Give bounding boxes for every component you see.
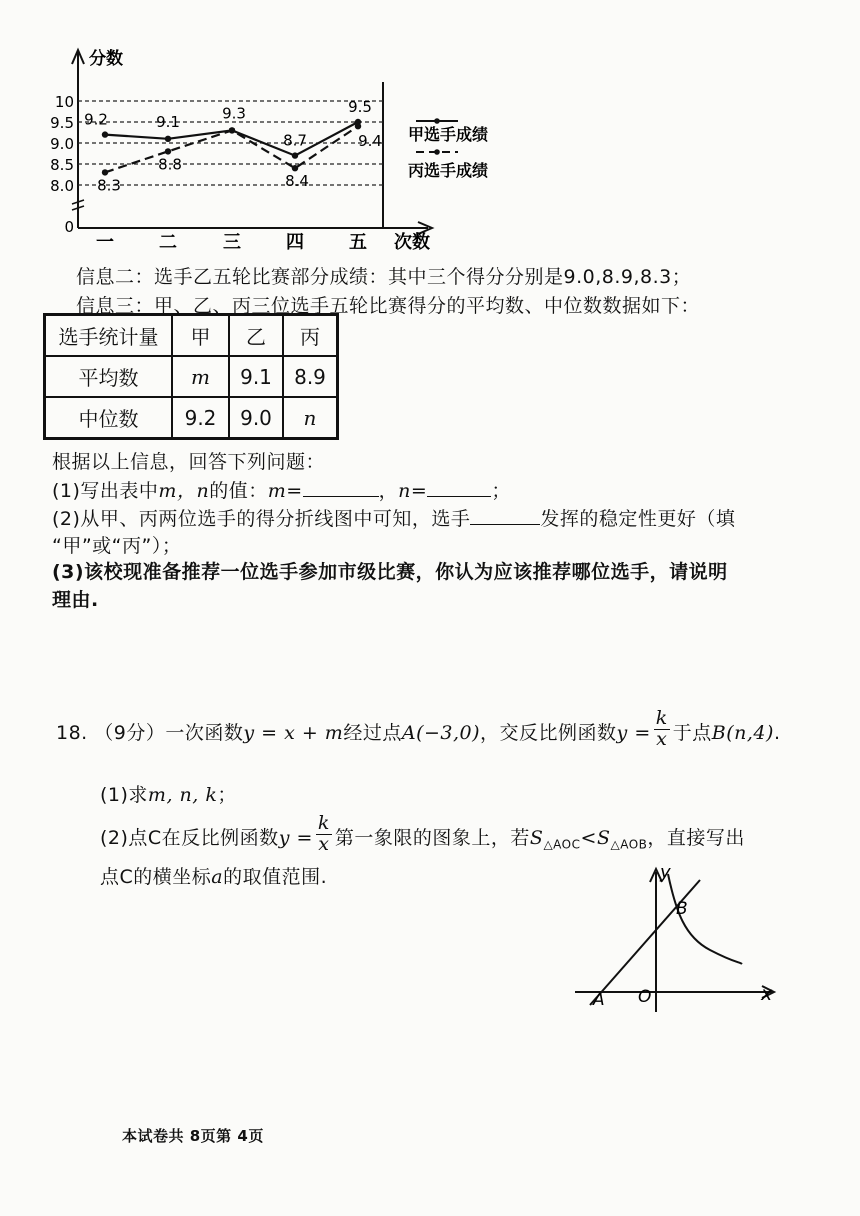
data-point	[102, 131, 108, 137]
legend-marker	[434, 118, 440, 124]
q17-part3: (3)该校现准备推荐一位选手参加市级比赛，你认为应该推荐哪位选手，请说明	[52, 561, 728, 583]
answer-blank-m[interactable]	[303, 478, 379, 497]
table-cell: m	[172, 356, 229, 397]
y-tick-label: 10	[54, 93, 74, 111]
series-line	[105, 122, 358, 156]
data-point	[355, 123, 361, 129]
point-b-label: B	[676, 899, 688, 919]
data-label: 9.2	[84, 110, 108, 129]
data-label: 8.4	[285, 172, 309, 191]
table-header-row	[45, 315, 338, 357]
data-label: 8.8	[158, 155, 182, 174]
table-cell: 9.0	[229, 397, 283, 439]
x-tick-label: 二	[159, 232, 177, 253]
table-cell: n	[283, 397, 338, 439]
y-tick-label: 9.0	[50, 135, 74, 153]
x-tick-label: 三	[223, 232, 241, 253]
table-header-cell: 选手统计量	[45, 315, 173, 357]
data-label: 8.7	[283, 131, 307, 150]
legend-marker	[434, 149, 440, 155]
origin-label: O	[638, 987, 652, 1007]
data-point	[292, 165, 298, 171]
table-header-cell: 甲	[172, 315, 229, 357]
q17-part3-cont: 理由.	[52, 589, 99, 611]
table-cell: 9.1	[229, 356, 283, 397]
data-point	[229, 127, 235, 133]
data-label: 9.4	[358, 132, 382, 151]
data-point	[102, 169, 108, 175]
point-a-label: A	[593, 990, 605, 1010]
q18-stem: 18. （9分）一次函数y = x + m经过点A(−3,0)，交反比例函数y = $\frac{k}{x}$ 于点B(n,4).	[56, 707, 781, 750]
table-header-cell: 乙	[229, 315, 283, 357]
table-cell: 9.2	[172, 397, 229, 439]
q18-part2-cont: 点C的横坐标a的取值范围.	[100, 866, 328, 888]
legend-label: 丙选手成绩	[408, 161, 489, 180]
score-line-chart	[0, 40, 860, 255]
q18-part1: (1)求m, n, k；	[100, 784, 237, 806]
answer-blank-n[interactable]	[427, 478, 491, 497]
x-tick-label: 五	[349, 232, 367, 253]
x-axis-label: 次数	[394, 232, 430, 253]
y-tick-label: 9.5	[50, 114, 74, 132]
stats-table	[43, 313, 339, 440]
y-axis-label: y	[660, 862, 671, 883]
q18-part2: (2)点C在反比例函数y = $\frac{k}{x}$ 第一象限的图象上，若$S_{\triangle AOC}<S_{\triangle AOB}$，直接写出	[100, 812, 745, 855]
hyperbola-curve	[668, 874, 742, 964]
y-tick-label: 8.0	[50, 177, 74, 195]
page-footer: 本试卷共 8页第 4页	[122, 1127, 264, 1145]
data-label: 8.3	[97, 176, 121, 195]
table-header-cell: 丙	[283, 315, 338, 357]
q17-part1: (1)写出表中m，n的值：m= ，n= ；	[52, 480, 511, 502]
data-point	[292, 152, 298, 158]
data-label: 9.3	[222, 104, 246, 123]
q17-intro: 根据以上信息，回答下列问题：	[52, 451, 326, 473]
y-axis-label: 分数	[89, 49, 123, 69]
info-two: 信息二：选手乙五轮比赛部分成绩：其中三个得分分别是9.0,8.9,8.3；	[76, 266, 692, 288]
data-point	[165, 136, 171, 142]
table-row	[45, 356, 338, 397]
info-three: 信息三：甲、乙、丙三位选手五轮比赛得分的平均数、中位数数据如下：	[76, 295, 701, 317]
x-axis-label: x	[761, 983, 773, 1005]
y-tick-label: 0	[64, 218, 74, 236]
table-cell: 平均数	[45, 356, 173, 397]
data-label: 9.1	[156, 112, 180, 131]
x-tick-label: 四	[286, 232, 304, 253]
table-cell: 中位数	[45, 397, 173, 439]
function-graph	[560, 862, 790, 1022]
x-tick-label: 一	[96, 232, 114, 253]
legend-label: 甲选手成绩	[408, 125, 489, 144]
q17-part2-cont: “甲”或“丙”）；	[52, 535, 182, 557]
data-label: 9.5	[348, 98, 372, 116]
y-tick-label: 8.5	[50, 156, 74, 174]
q17-part2: (2)从甲、丙两位选手的得分折线图中可知，选手 发挥的稳定性更好（填	[52, 508, 736, 530]
table-cell: 8.9	[283, 356, 338, 397]
data-point	[165, 148, 171, 154]
answer-blank-player[interactable]	[470, 506, 540, 525]
table-row	[45, 397, 338, 439]
